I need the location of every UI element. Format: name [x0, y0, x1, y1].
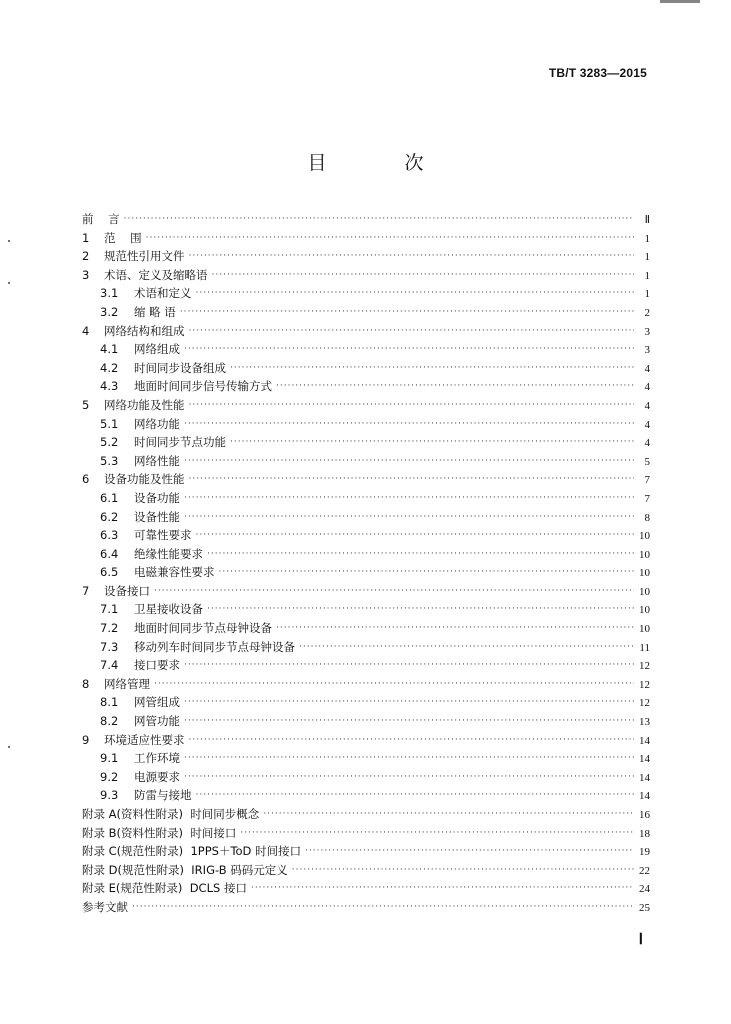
toc-leader-dots	[154, 582, 634, 601]
toc-entry[interactable]	[82, 786, 650, 805]
toc-entry-label: 设备功能	[134, 490, 180, 505]
toc-entry[interactable]	[82, 247, 650, 266]
toc-leader-dots	[146, 229, 634, 248]
toc-entry-label: 网络结构和组成	[104, 323, 185, 338]
toc-entry-page: 10	[639, 604, 650, 617]
toc-entry-number: 5.1	[100, 416, 119, 431]
toc-entry-label: 设备功能及性能	[104, 472, 185, 487]
toc-entry-label: 网络性能	[134, 453, 180, 468]
toc-entry-number: 5.2	[100, 435, 119, 450]
toc-entry-label: 卫星接收设备	[134, 602, 203, 617]
toc-entry-label: 网络功能及性能	[104, 397, 185, 412]
standard-code: TB/T 3283—2015	[548, 66, 647, 80]
toc-leader-dots	[184, 340, 634, 359]
toc-leader-dots	[184, 768, 634, 787]
toc-entry-label: 前 言	[82, 212, 120, 226]
toc-leader-dots	[184, 712, 634, 731]
toc-leader-dots	[305, 842, 634, 861]
scan-edge-mark	[8, 282, 10, 284]
toc-leader-dots	[230, 359, 634, 378]
toc-entry-number: 9.3	[100, 788, 119, 803]
toc-entry-number: 4.2	[100, 360, 119, 375]
toc-entry[interactable]	[82, 508, 650, 527]
toc-entry-page: 4	[644, 362, 650, 375]
toc-entry-number: 6	[82, 472, 90, 487]
page-number: Ⅰ	[638, 932, 643, 948]
toc-entry-page: 25	[639, 901, 650, 914]
toc-entry-label: 电源要求	[134, 769, 180, 784]
toc-entry-label: 附录 E(规范性附录) DCLS 接口	[82, 881, 247, 896]
toc-entry-page: 5	[644, 455, 650, 468]
scan-edge-mark	[8, 746, 10, 748]
toc-leader-dots	[276, 619, 634, 638]
toc-leader-dots	[189, 731, 635, 750]
toc-entry-page: 14	[639, 790, 650, 803]
toc-entry-label: 缩 略 语	[134, 304, 176, 319]
toc-leader-dots	[219, 563, 635, 582]
toc-entry-number: 7.3	[100, 639, 119, 654]
toc-entry-page: 13	[639, 716, 650, 729]
toc-entry-page: 12	[639, 678, 650, 691]
toc-entry-label: 设备性能	[134, 509, 180, 524]
scan-top-mark	[660, 0, 700, 3]
toc-entry-page: 10	[639, 585, 650, 598]
scan-edge-mark	[8, 240, 10, 242]
toc-entry-number: 6.2	[100, 509, 119, 524]
toc-entry-number: 7.1	[100, 602, 119, 617]
toc-entry-page: 22	[639, 864, 650, 877]
toc-entry[interactable]	[82, 805, 650, 824]
toc-entry-label: 附录 B(资料性附录) 时间接口	[82, 825, 237, 840]
toc-entry-number: 9	[82, 732, 90, 747]
toc-entry-page: 10	[639, 548, 650, 561]
toc-entry-page: 1	[644, 269, 650, 282]
page-title: 目 次	[307, 152, 460, 174]
toc-entry[interactable]	[82, 749, 650, 768]
toc-entry-page: 14	[639, 734, 650, 747]
toc-entry-page: 4	[644, 381, 650, 394]
toc-entry[interactable]	[82, 303, 650, 322]
toc-entry-label: 移动列车时间同步节点母钟设备	[134, 639, 295, 654]
toc-entry-page: 24	[639, 883, 650, 896]
toc-entry[interactable]	[82, 712, 650, 731]
toc-entry[interactable]	[82, 322, 650, 341]
toc-entry[interactable]	[82, 656, 650, 675]
toc-entry[interactable]	[82, 396, 650, 415]
toc-entry-label: 防雷与接地	[134, 788, 192, 803]
toc-entry[interactable]	[82, 582, 650, 601]
toc-entry-number: 9.2	[100, 769, 119, 784]
toc-entry-page: 1	[644, 288, 650, 301]
toc-entry-number: 3.2	[100, 304, 119, 319]
toc-entry-label: 网络管理	[104, 676, 150, 691]
toc-leader-dots	[196, 284, 635, 303]
toc-entry-label: 规范性引用文件	[104, 249, 185, 264]
toc-entry-number: 8	[82, 676, 90, 691]
toc-entry-page: 1	[644, 251, 650, 264]
toc-entry-page: 18	[639, 827, 650, 840]
toc-entry[interactable]	[82, 377, 650, 396]
toc-entry-label: 可靠性要求	[134, 528, 192, 543]
toc-entry-page: 7	[644, 492, 650, 505]
toc-entry-label: 附录 A(资料性附录) 时间同步概念	[82, 807, 260, 821]
toc-leader-dots	[292, 861, 634, 880]
toc-leader-dots	[132, 898, 634, 917]
toc-leader-dots	[189, 322, 635, 341]
toc-leader-dots	[184, 489, 634, 508]
toc-entry-page: 3	[644, 325, 650, 338]
toc-leader-dots	[184, 452, 634, 471]
toc-leader-dots	[184, 508, 634, 527]
toc-entry[interactable]	[82, 675, 650, 694]
toc-leader-dots	[184, 693, 634, 712]
toc-entry[interactable]	[82, 768, 650, 787]
toc-entry-number: 4	[82, 323, 90, 338]
toc-entry-page: 10	[639, 530, 650, 543]
toc-entry[interactable]	[82, 452, 650, 471]
toc-entry-page: 4	[644, 418, 650, 431]
toc-entry[interactable]	[82, 861, 650, 880]
toc-leader-dots	[196, 526, 635, 545]
toc-leader-dots	[124, 210, 634, 229]
toc-entry-number: 3	[82, 267, 90, 282]
toc-entry[interactable]	[82, 359, 650, 378]
toc-entry-page: 10	[639, 623, 650, 636]
toc-entry-number: 7.4	[100, 658, 119, 673]
toc-entry[interactable]	[82, 210, 650, 229]
toc-entry-number: 2	[82, 249, 90, 264]
toc-entry-number: 7.2	[100, 621, 119, 636]
toc-entry-label: 工作环境	[134, 751, 180, 766]
toc-entry-label: 地面时间同步信号传输方式	[134, 379, 272, 394]
toc-leader-dots	[180, 303, 634, 322]
toc-entry[interactable]	[82, 415, 650, 434]
toc-entry-page: 4	[644, 399, 650, 412]
toc-entry[interactable]	[82, 470, 650, 489]
toc-entry[interactable]	[82, 842, 650, 861]
toc-entry-label: 时间同步设备组成	[134, 360, 226, 375]
toc-entry-page: 7	[644, 474, 650, 487]
toc-entry-page: 3	[644, 344, 650, 357]
toc-entry[interactable]	[82, 489, 650, 508]
toc-leader-dots	[230, 433, 634, 452]
toc-entry-number: 4.3	[100, 379, 119, 394]
toc-entry-number: 7	[82, 583, 90, 598]
toc-entry-number: 6.4	[100, 546, 119, 561]
toc-leader-dots	[189, 396, 635, 415]
toc-entry-page: 16	[639, 809, 650, 821]
toc-entry-label: 术语、定义及缩略语	[104, 267, 208, 282]
toc-entry-label: 术语和定义	[134, 286, 192, 301]
toc-entry-label: 附录 C(规范性附录) 1PPS＋ToD 时间接口	[82, 844, 302, 859]
toc-leader-dots	[299, 638, 634, 657]
toc-entry-page: 12	[639, 697, 650, 710]
toc-leader-dots	[207, 545, 634, 564]
toc-entry-number: 6.1	[100, 490, 119, 505]
toc-entry[interactable]	[82, 824, 650, 843]
toc-entry-page: 2	[644, 306, 650, 319]
toc-leader-dots	[251, 879, 634, 898]
toc-entry-number: 5	[82, 397, 90, 412]
toc-entry-label: 时间同步节点功能	[134, 435, 226, 450]
toc-entry-page: 12	[639, 660, 650, 673]
toc-leader-dots	[184, 656, 634, 675]
toc-entry-label: 网管组成	[134, 695, 180, 710]
toc-entry[interactable]	[82, 731, 650, 750]
toc-entry-label: 网络组成	[134, 342, 180, 357]
toc-leader-dots	[184, 415, 634, 434]
toc-entry-number: 6.3	[100, 528, 119, 543]
toc-leader-dots	[240, 824, 634, 843]
toc-entry-number: 3.1	[100, 286, 119, 301]
toc-entry-label: 附录 D(规范性附录) IRIG-B 码码元定义	[82, 862, 288, 877]
toc-entry[interactable]	[82, 619, 650, 638]
toc-entry-page: Ⅱ	[644, 214, 650, 226]
toc-entry-label: 地面时间同步节点母钟设备	[134, 621, 272, 636]
toc-leader-dots	[184, 749, 634, 768]
toc-entry-number: 6.5	[100, 565, 119, 580]
toc-leader-dots	[207, 600, 634, 619]
toc-entry[interactable]	[82, 340, 650, 359]
toc-entry-number: 5.3	[100, 453, 119, 468]
toc-entry[interactable]	[82, 600, 650, 619]
toc-entry-label: 范 围	[104, 230, 142, 245]
toc-entry-label: 网络功能	[134, 416, 180, 431]
toc-entry[interactable]	[82, 526, 650, 545]
toc-entry-number: 9.1	[100, 751, 119, 766]
toc-entry[interactable]	[82, 879, 650, 898]
toc-leader-dots	[189, 470, 635, 489]
toc-entry-label: 绝缘性能要求	[134, 546, 203, 561]
toc-leader-dots	[212, 266, 635, 285]
toc-entry-label: 网管功能	[134, 714, 180, 729]
toc-entry-label: 电磁兼容性要求	[134, 565, 215, 580]
toc-leader-dots	[189, 247, 635, 266]
toc-entry[interactable]	[82, 433, 650, 452]
toc-entry[interactable]	[82, 693, 650, 712]
toc-entry-number: 8.2	[100, 714, 119, 729]
toc-entry[interactable]	[82, 284, 650, 303]
toc-entry-page: 19	[639, 846, 650, 859]
toc-entry-number: 1	[82, 230, 90, 245]
toc-entry-page: 1	[644, 232, 650, 245]
toc-leader-dots	[196, 786, 635, 805]
toc-entry[interactable]	[82, 545, 650, 564]
toc-leader-dots	[263, 805, 634, 824]
toc-entry-page: 8	[644, 511, 650, 524]
toc-leader-dots	[276, 377, 634, 396]
toc-entry-label: 设备接口	[104, 583, 150, 598]
toc-entry[interactable]	[82, 229, 650, 248]
toc-entry[interactable]	[82, 638, 650, 657]
toc-entry-page: 11	[639, 641, 650, 654]
toc-entry-page: 4	[644, 437, 650, 450]
toc-entry-page: 14	[639, 753, 650, 766]
toc-entry-number: 8.1	[100, 695, 119, 710]
toc-entry[interactable]	[82, 898, 650, 917]
toc-entry-label: 参考文献	[82, 899, 128, 914]
toc-entry-number: 4.1	[100, 342, 119, 357]
toc-entry-label: 接口要求	[134, 658, 180, 673]
toc-entry[interactable]	[82, 563, 650, 582]
toc-leader-dots	[154, 675, 634, 694]
toc-entry[interactable]	[82, 266, 650, 285]
table-of-contents	[82, 210, 650, 917]
toc-entry-page: 14	[639, 771, 650, 784]
toc-entry-page: 10	[639, 567, 650, 580]
toc-entry-label: 环境适应性要求	[104, 732, 185, 747]
